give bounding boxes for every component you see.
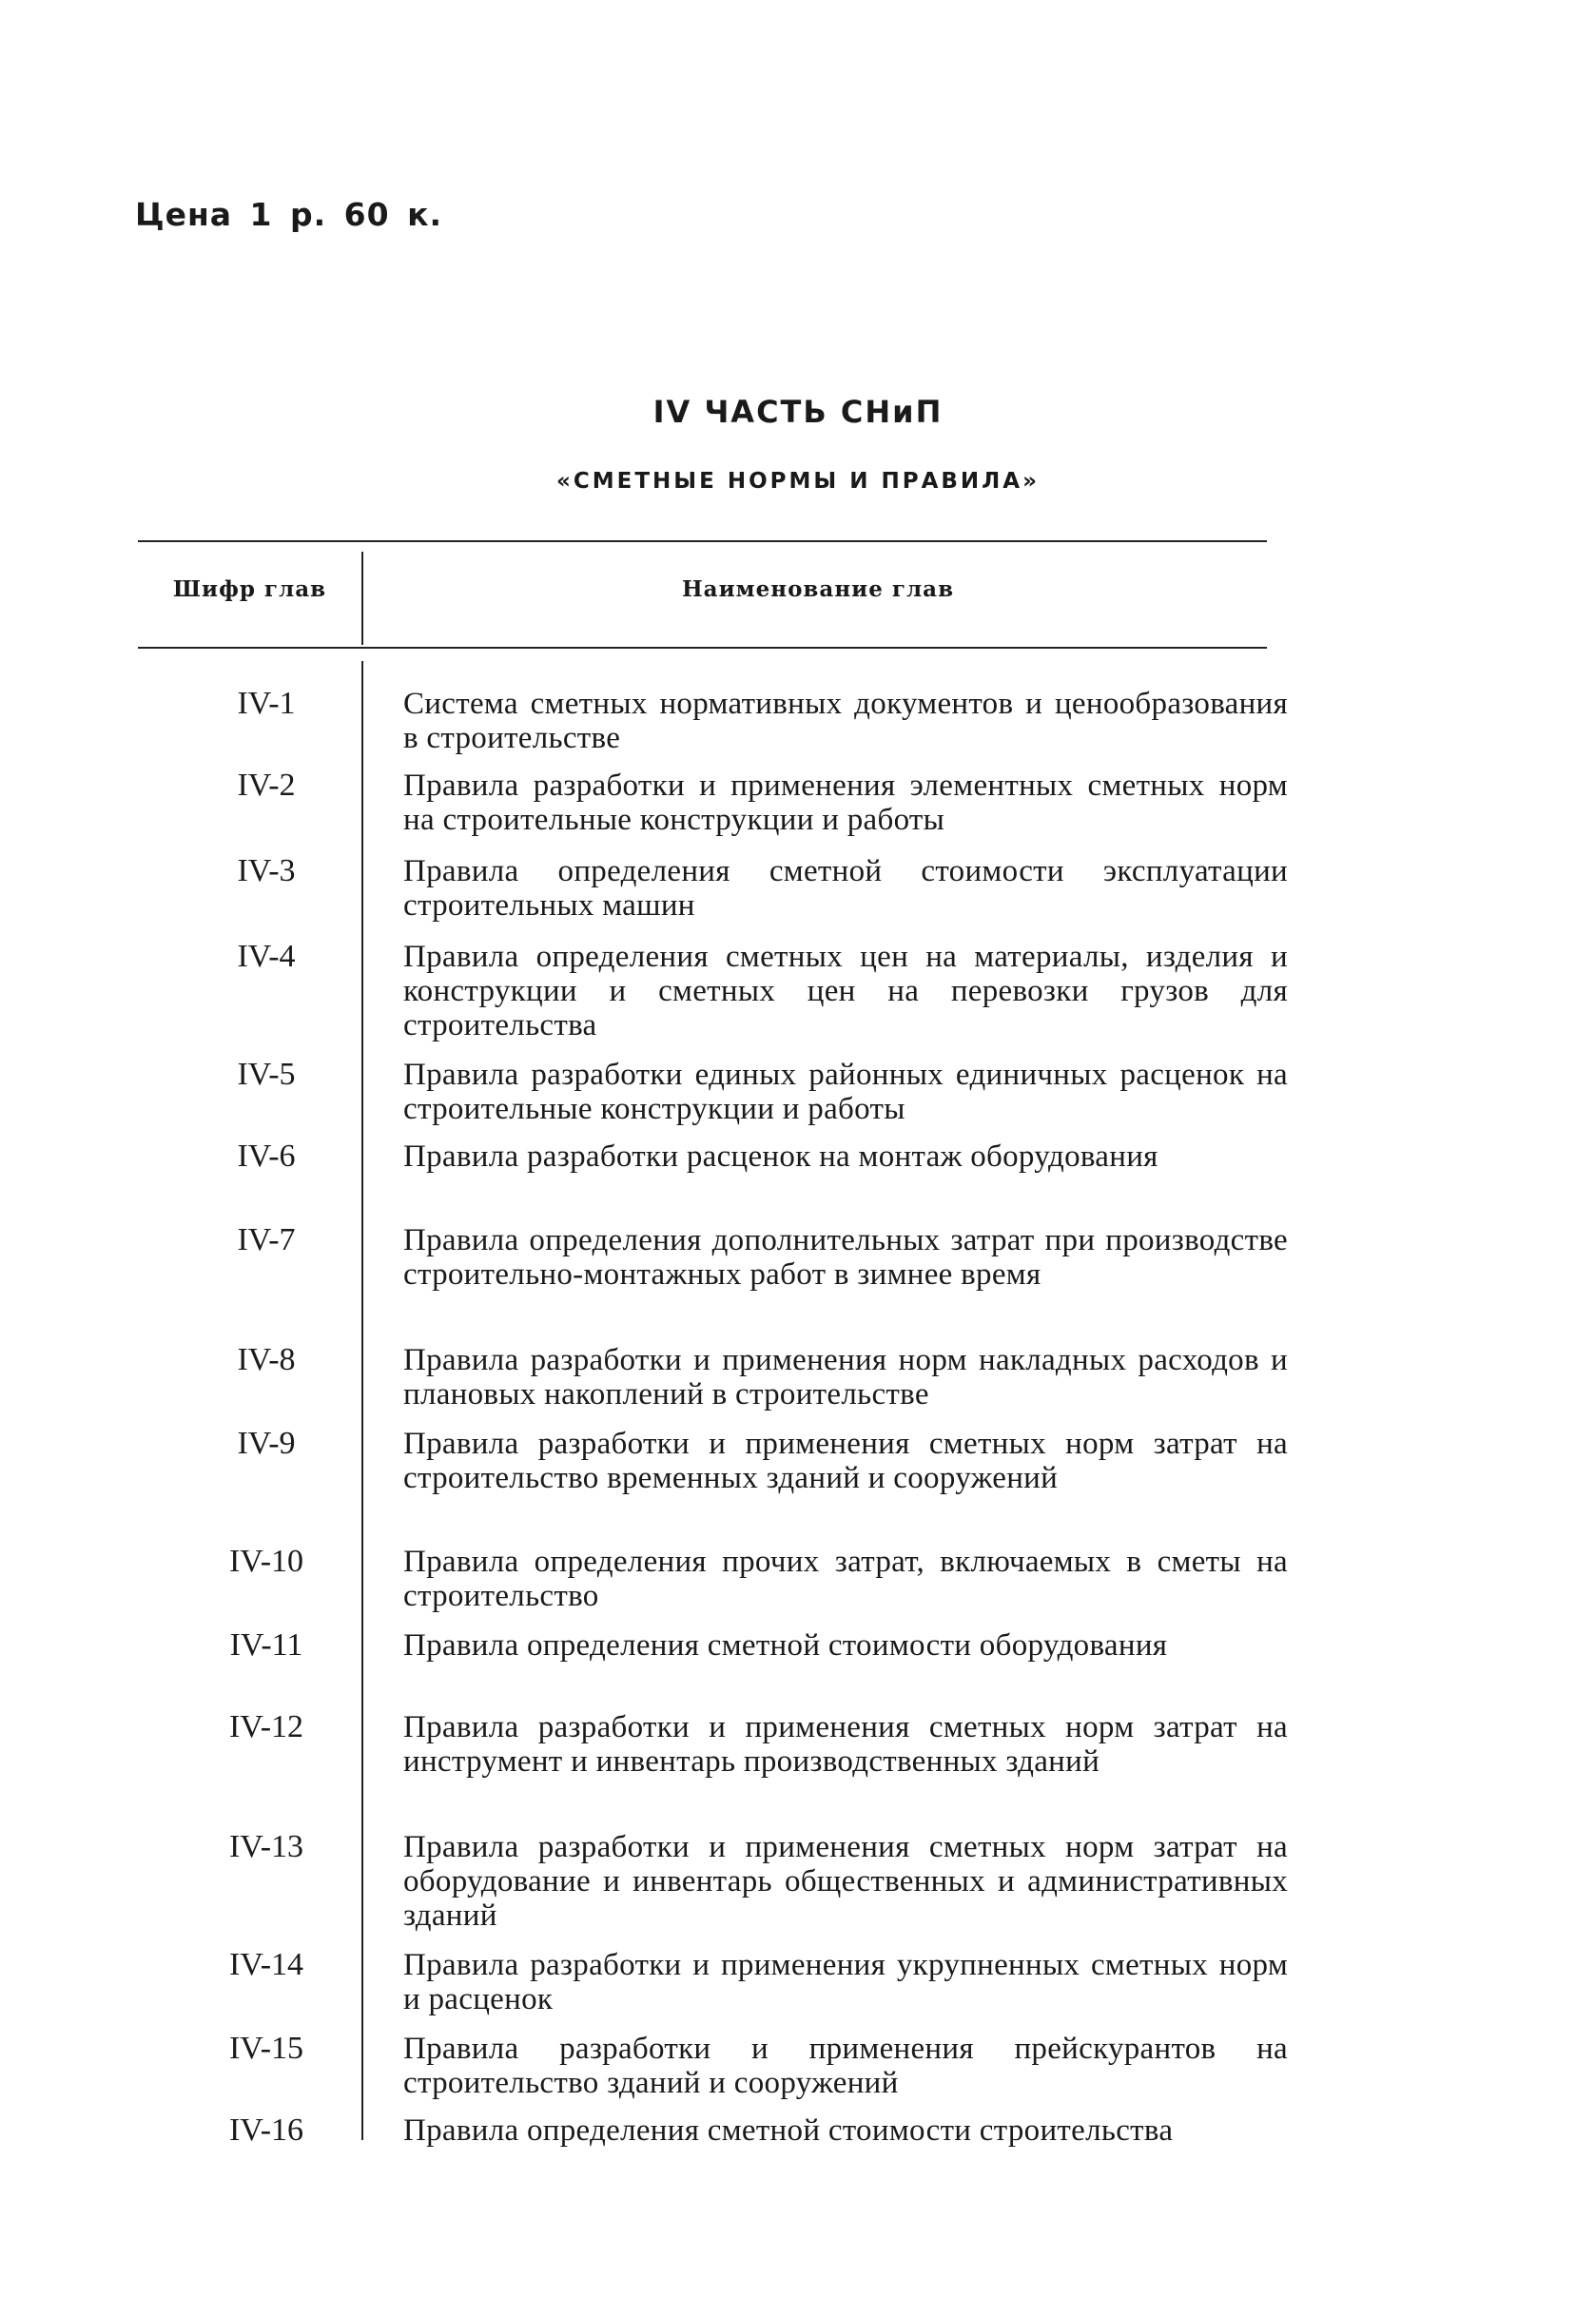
- row-code: IV-14: [228, 1947, 304, 1982]
- row-name: Правила разработки и применения сметных норм затрат на строительство временных зданий и сооружений: [403, 1427, 1288, 1495]
- header-name: Наименование глав: [681, 576, 955, 602]
- header-code: Шифр глав: [172, 576, 327, 602]
- row-name: Правила разработки и применения прейскурантов на строительство зданий и сооружений: [403, 2032, 1288, 2100]
- row-name: Правила разработки и применения укрупненных сметных норм и расценок: [403, 1948, 1288, 2016]
- table-top-rule: [138, 540, 1267, 542]
- row-code: IV-12: [228, 1709, 304, 1744]
- row-name: Правила разработки и применения элементных сметных норм на строительные конструкции и работы: [403, 769, 1288, 837]
- header-column-divider: [361, 552, 363, 645]
- row-name: Правила разработки и применения сметных норм затрат на оборудование и инвентарь общественных и административных зданий: [403, 1830, 1288, 1933]
- row-name: Правила определения прочих затрат, включаемых в сметы на строительство: [403, 1545, 1288, 1613]
- row-code: IV-5: [237, 1057, 296, 1092]
- row-name: Правила определения сметной стоимости эксплуатации строительных машин: [403, 854, 1288, 923]
- row-name: Система сметных нормативных документов и ценообразования в строительстве: [403, 687, 1288, 755]
- row-code: IV-10: [228, 1544, 304, 1579]
- row-code: IV-16: [228, 2113, 304, 2148]
- row-name: Правила разработки и применения сметных норм затрат на инструмент и инвентарь производственных зданий: [403, 1710, 1288, 1779]
- row-code: IV-7: [237, 1222, 296, 1257]
- page-title: IV ЧАСТЬ СНиП: [652, 394, 944, 430]
- row-name: Правила определения сметных цен на материалы, изделия и конструкции и сметных цен на перевозки грузов для строительства: [403, 940, 1288, 1042]
- row-code: IV-11: [229, 1627, 303, 1663]
- row-code: IV-13: [228, 1829, 304, 1864]
- row-code: IV-1: [237, 686, 296, 721]
- page-subtitle: «СМЕТНЫЕ НОРМЫ И ПРАВИЛА»: [556, 469, 1040, 494]
- row-code: IV-15: [228, 2031, 304, 2066]
- row-name: Правила разработки расценок на монтаж оборудования: [403, 1139, 1158, 1174]
- row-code: IV-9: [237, 1426, 296, 1461]
- row-name: Правила определения сметной стоимости оборудования: [403, 1628, 1168, 1663]
- row-code: IV-3: [237, 853, 296, 888]
- row-name: Правила разработки единых районных единичных расценок на строительные конструкции и работы: [403, 1058, 1288, 1126]
- row-code: IV-4: [237, 939, 296, 974]
- row-code: IV-6: [237, 1139, 296, 1174]
- row-name: Правила определения сметной стоимости строительства: [403, 2113, 1174, 2148]
- row-code: IV-2: [237, 768, 296, 803]
- row-name: Правила определения дополнительных затрат при производстве строительно-монтажных работ в зимнее время: [403, 1223, 1288, 1292]
- price-label: Цена 1 р. 60 к.: [135, 196, 442, 233]
- row-name: Правила разработки и применения норм накладных расходов и плановых накоплений в строительстве: [403, 1343, 1288, 1412]
- table-header-rule: [138, 647, 1267, 649]
- row-code: IV-8: [237, 1342, 296, 1377]
